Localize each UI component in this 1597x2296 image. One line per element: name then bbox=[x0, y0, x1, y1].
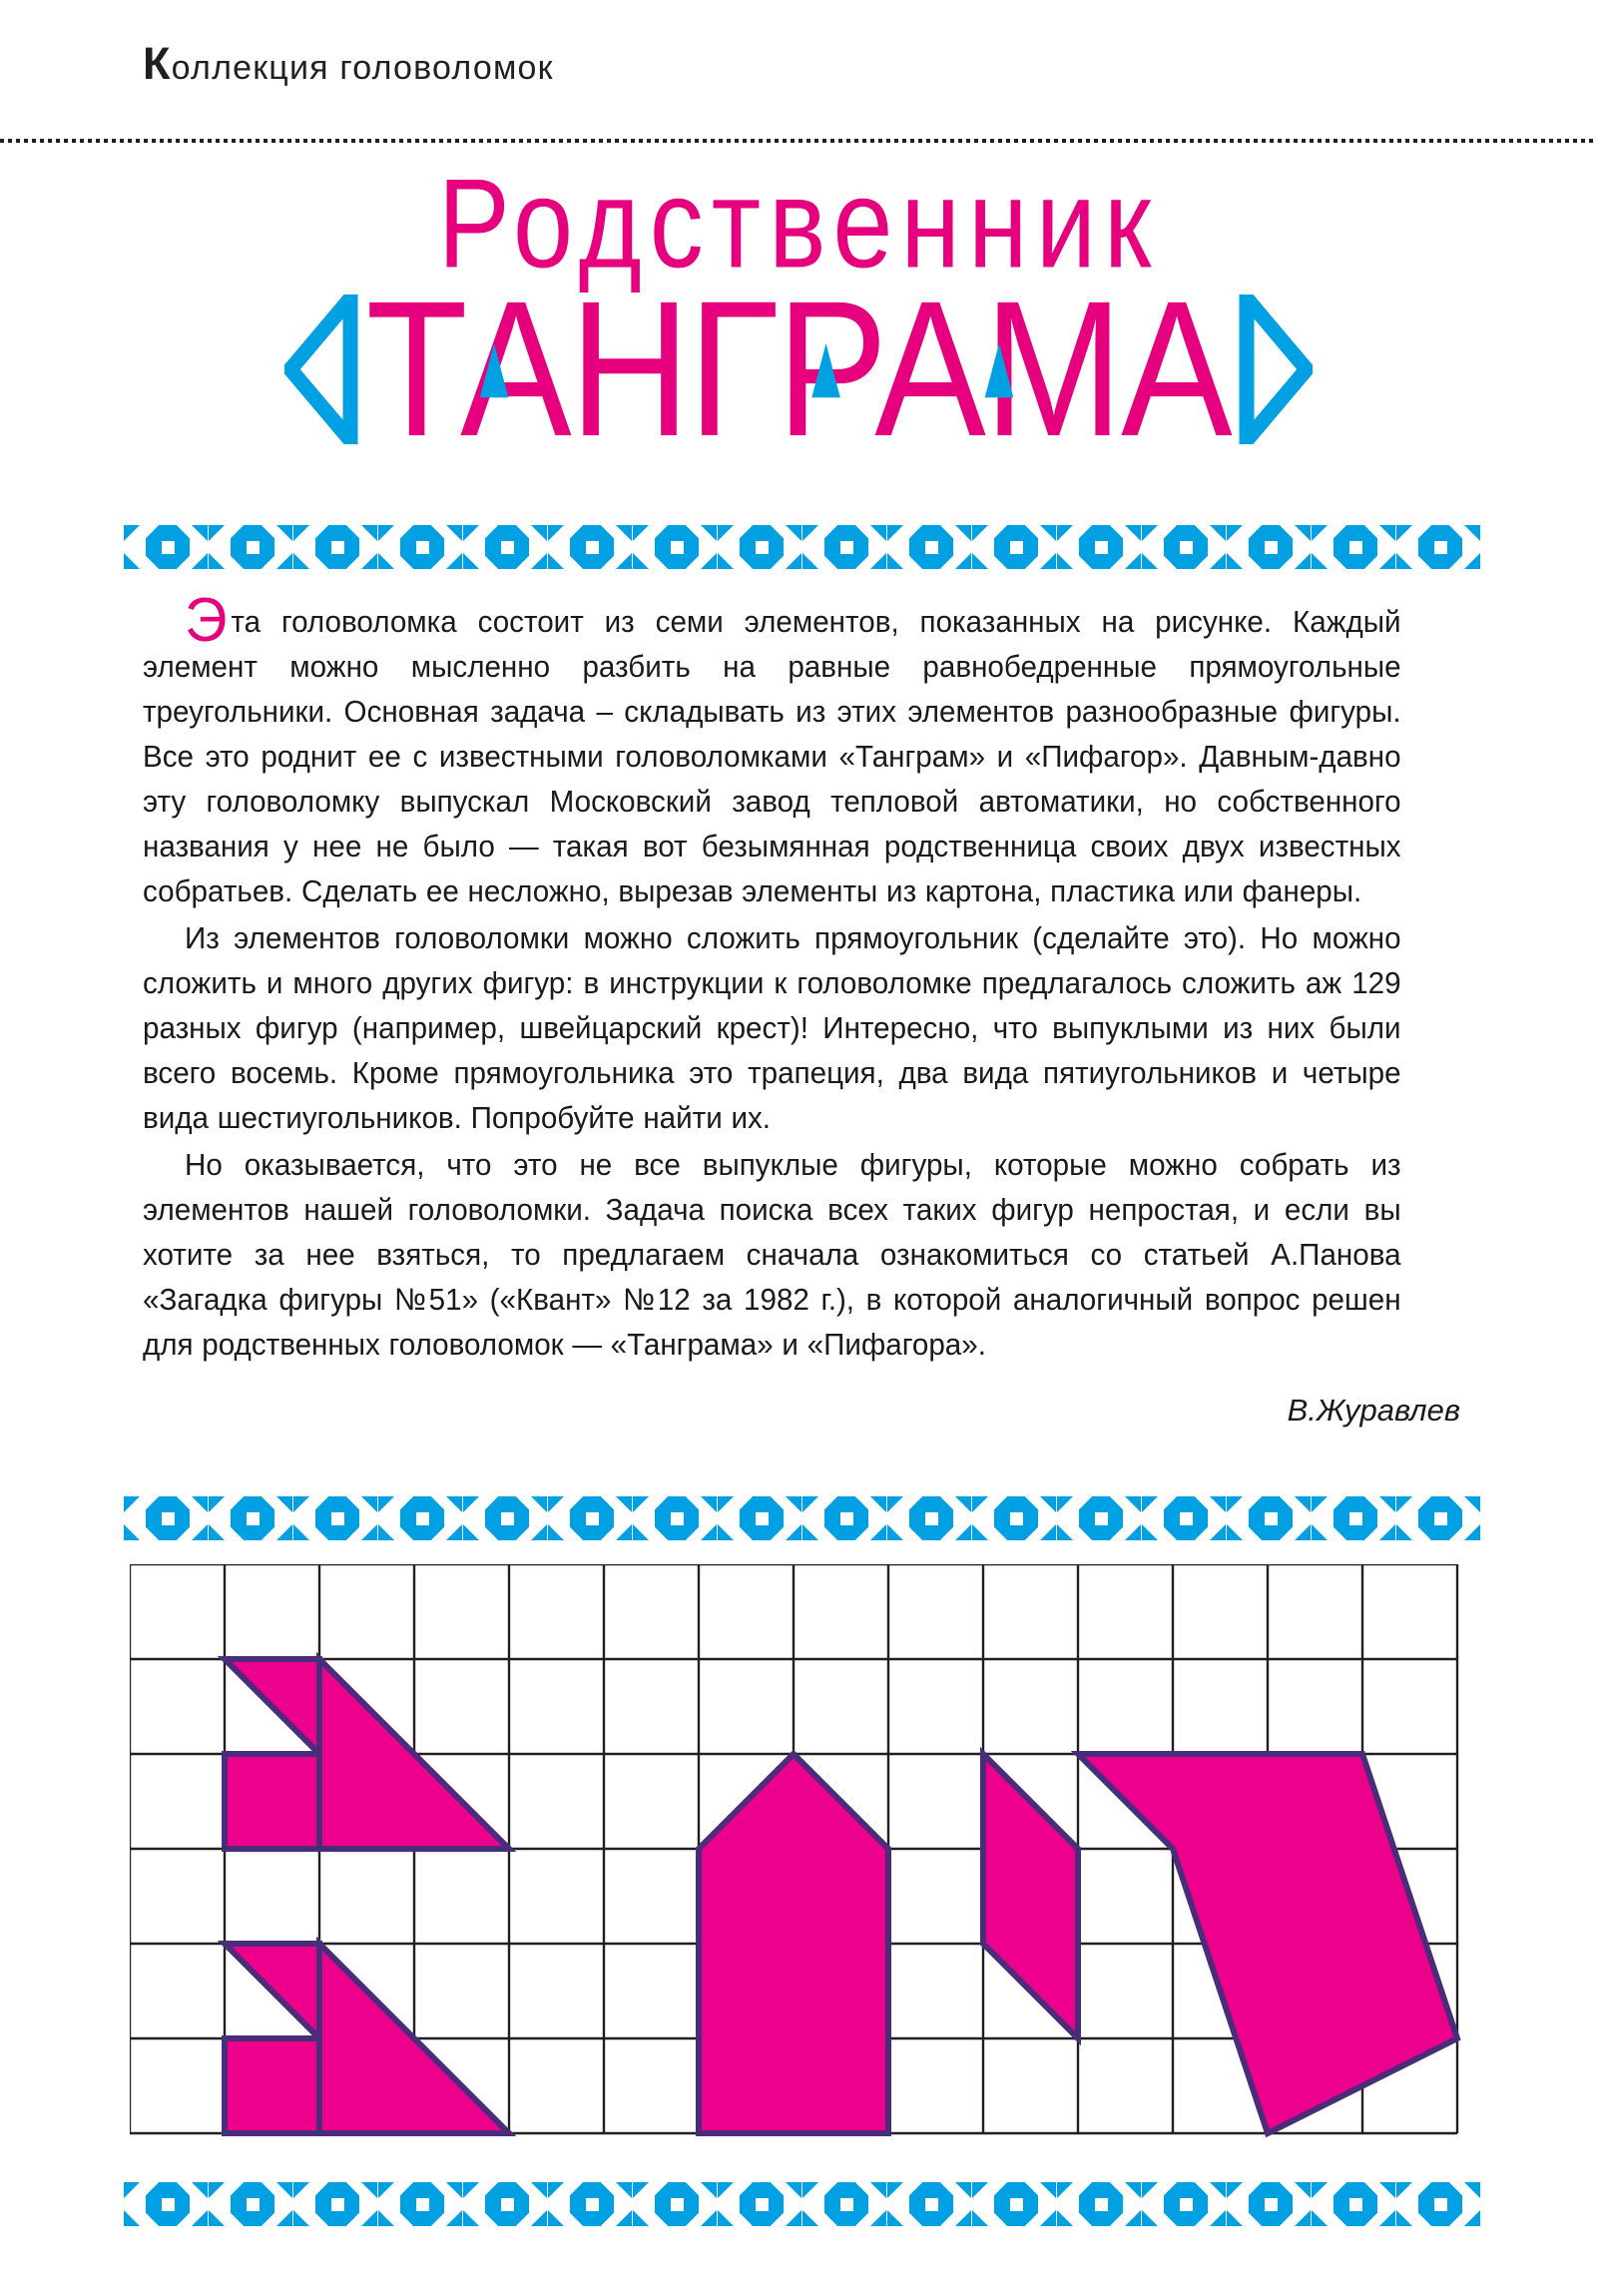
ornament-band-bottom bbox=[130, 2181, 1467, 2227]
ornament-unit-icon bbox=[299, 524, 357, 570]
article-author: В.Журавлев bbox=[1287, 1393, 1460, 1428]
triangle-right-icon bbox=[1235, 294, 1313, 444]
tangrama-text: ТАНГРАМА bbox=[365, 261, 1232, 477]
triangle-small-lower-left bbox=[225, 1944, 319, 2038]
drop-cap: Э bbox=[185, 586, 228, 655]
ornament-unit-icon bbox=[384, 2181, 442, 2227]
triangle-left-icon bbox=[284, 294, 362, 444]
pentagon-house bbox=[699, 1754, 888, 2133]
a-counter-triangle-icon-2 bbox=[812, 343, 841, 397]
ornament-unit-icon bbox=[384, 524, 442, 570]
ornament-unit-icon bbox=[299, 2181, 357, 2227]
header-dotted-rule bbox=[0, 139, 1597, 143]
ornament-unit-icon bbox=[469, 524, 527, 570]
ornament-unit-icon bbox=[978, 524, 1036, 570]
ornament-unit-icon bbox=[1318, 524, 1375, 570]
ornament-unit-icon bbox=[1233, 524, 1291, 570]
ornament-unit-icon bbox=[554, 524, 612, 570]
ornament-unit-icon bbox=[1063, 524, 1121, 570]
square-lower-left bbox=[225, 1754, 319, 1849]
ornament-unit-icon bbox=[469, 2181, 527, 2227]
ornament-unit-icon bbox=[554, 2181, 612, 2227]
ornament-unit-icon bbox=[893, 2181, 951, 2227]
ornament-unit-icon bbox=[808, 2181, 866, 2227]
ornament-unit-icon bbox=[215, 2181, 272, 2227]
ornament-unit-icon bbox=[1063, 2181, 1121, 2227]
square-bottom-left bbox=[225, 2038, 319, 2133]
ornament-unit-icon bbox=[1318, 2181, 1375, 2227]
ornament-unit-icon bbox=[1402, 524, 1460, 570]
rubric-text: оллекция головоломок bbox=[171, 49, 554, 87]
ornament-unit-icon bbox=[639, 524, 697, 570]
ornament-unit-icon bbox=[130, 524, 188, 570]
ornament-unit-icon bbox=[1148, 2181, 1206, 2227]
page-title-line2-group bbox=[0, 261, 1597, 477]
ornament-unit-icon bbox=[808, 524, 866, 570]
paragraph-2: Из элементов головоломки можно сложить прямоугольник (сделайте это). Но можно сложить и много других фигур: в инструкции к головоломке предлагалось сложить аж 129 разных фигур (например, швейцарский крест)! Интересно, что выпуклыми из них были всего восемь. Кроме прямоугольника это трапеция, два вида пятиугольников и четыре вида шестиугольников. Попробуйте найти их. bbox=[143, 920, 1401, 1135]
ornament-unit-icon bbox=[893, 524, 951, 570]
paragraph-3: Но оказывается, что это не все выпуклые фигуры, которые можно собрать из элементов нашей головоломки. Задача поиска всех таких фигур непростая, и если вы хотите за нее взяться, то предлагаем сначала ознакомиться со статьей А.Панова «Загадка фигуры №51» («Квант» №12 за 1982 г.), в которой аналогичный вопрос решен для родственных головоломок — «Танграма» и «Пифагора». bbox=[143, 1147, 1401, 1362]
triangle-small-upper-left bbox=[225, 1659, 319, 1754]
ornament-unit-icon bbox=[978, 2181, 1036, 2227]
paragraph-1-text: та головоломка состоит из семи элементов, показанных на рисунке. Каждый элемент можно мысленно разбить на равные равнобедренные прямоугольные треугольники. Основная задача – складывать из этих элементов разнообразные фигуры. Все это роднит ее с известными головоломками «Танграм» и «Пифагор». Давным-давно эту головоломку выпускал Московский завод тепловой автоматики, но собственного названия у нее не было — такая вот безымянная родственница своих двух известных собратьев. Сделать ее несложно, вырезав элементы из картона, пластика или фанеры. bbox=[143, 604, 1401, 908]
page-title-line1: Родственник bbox=[437, 151, 1160, 294]
page-title-tangrama bbox=[365, 261, 1232, 477]
paragraph-1 bbox=[143, 586, 1401, 913]
puzzle-pieces-diagram bbox=[130, 1564, 1472, 2143]
ornament-unit-icon bbox=[215, 524, 272, 570]
ornament-unit-icon bbox=[639, 2181, 697, 2227]
ornament-unit-icon bbox=[724, 524, 782, 570]
a-counter-triangle-icon-3 bbox=[985, 343, 1014, 397]
rubric-initial: К bbox=[143, 38, 172, 89]
ornament-unit-icon bbox=[130, 2181, 188, 2227]
puzzle-figure bbox=[0, 1502, 1597, 2181]
ornament-unit-icon bbox=[1402, 2181, 1460, 2227]
ornament-unit-icon bbox=[1148, 524, 1206, 570]
article-title bbox=[0, 151, 1597, 477]
article-body bbox=[143, 586, 1460, 1369]
ornament-band-top bbox=[130, 524, 1467, 570]
dart-kite-middle bbox=[983, 1754, 1078, 2038]
a-counter-triangle-icon-1 bbox=[480, 343, 509, 397]
ornament-unit-icon bbox=[1233, 2181, 1291, 2227]
ornament-unit-icon bbox=[724, 2181, 782, 2227]
page-rubric bbox=[143, 38, 554, 90]
